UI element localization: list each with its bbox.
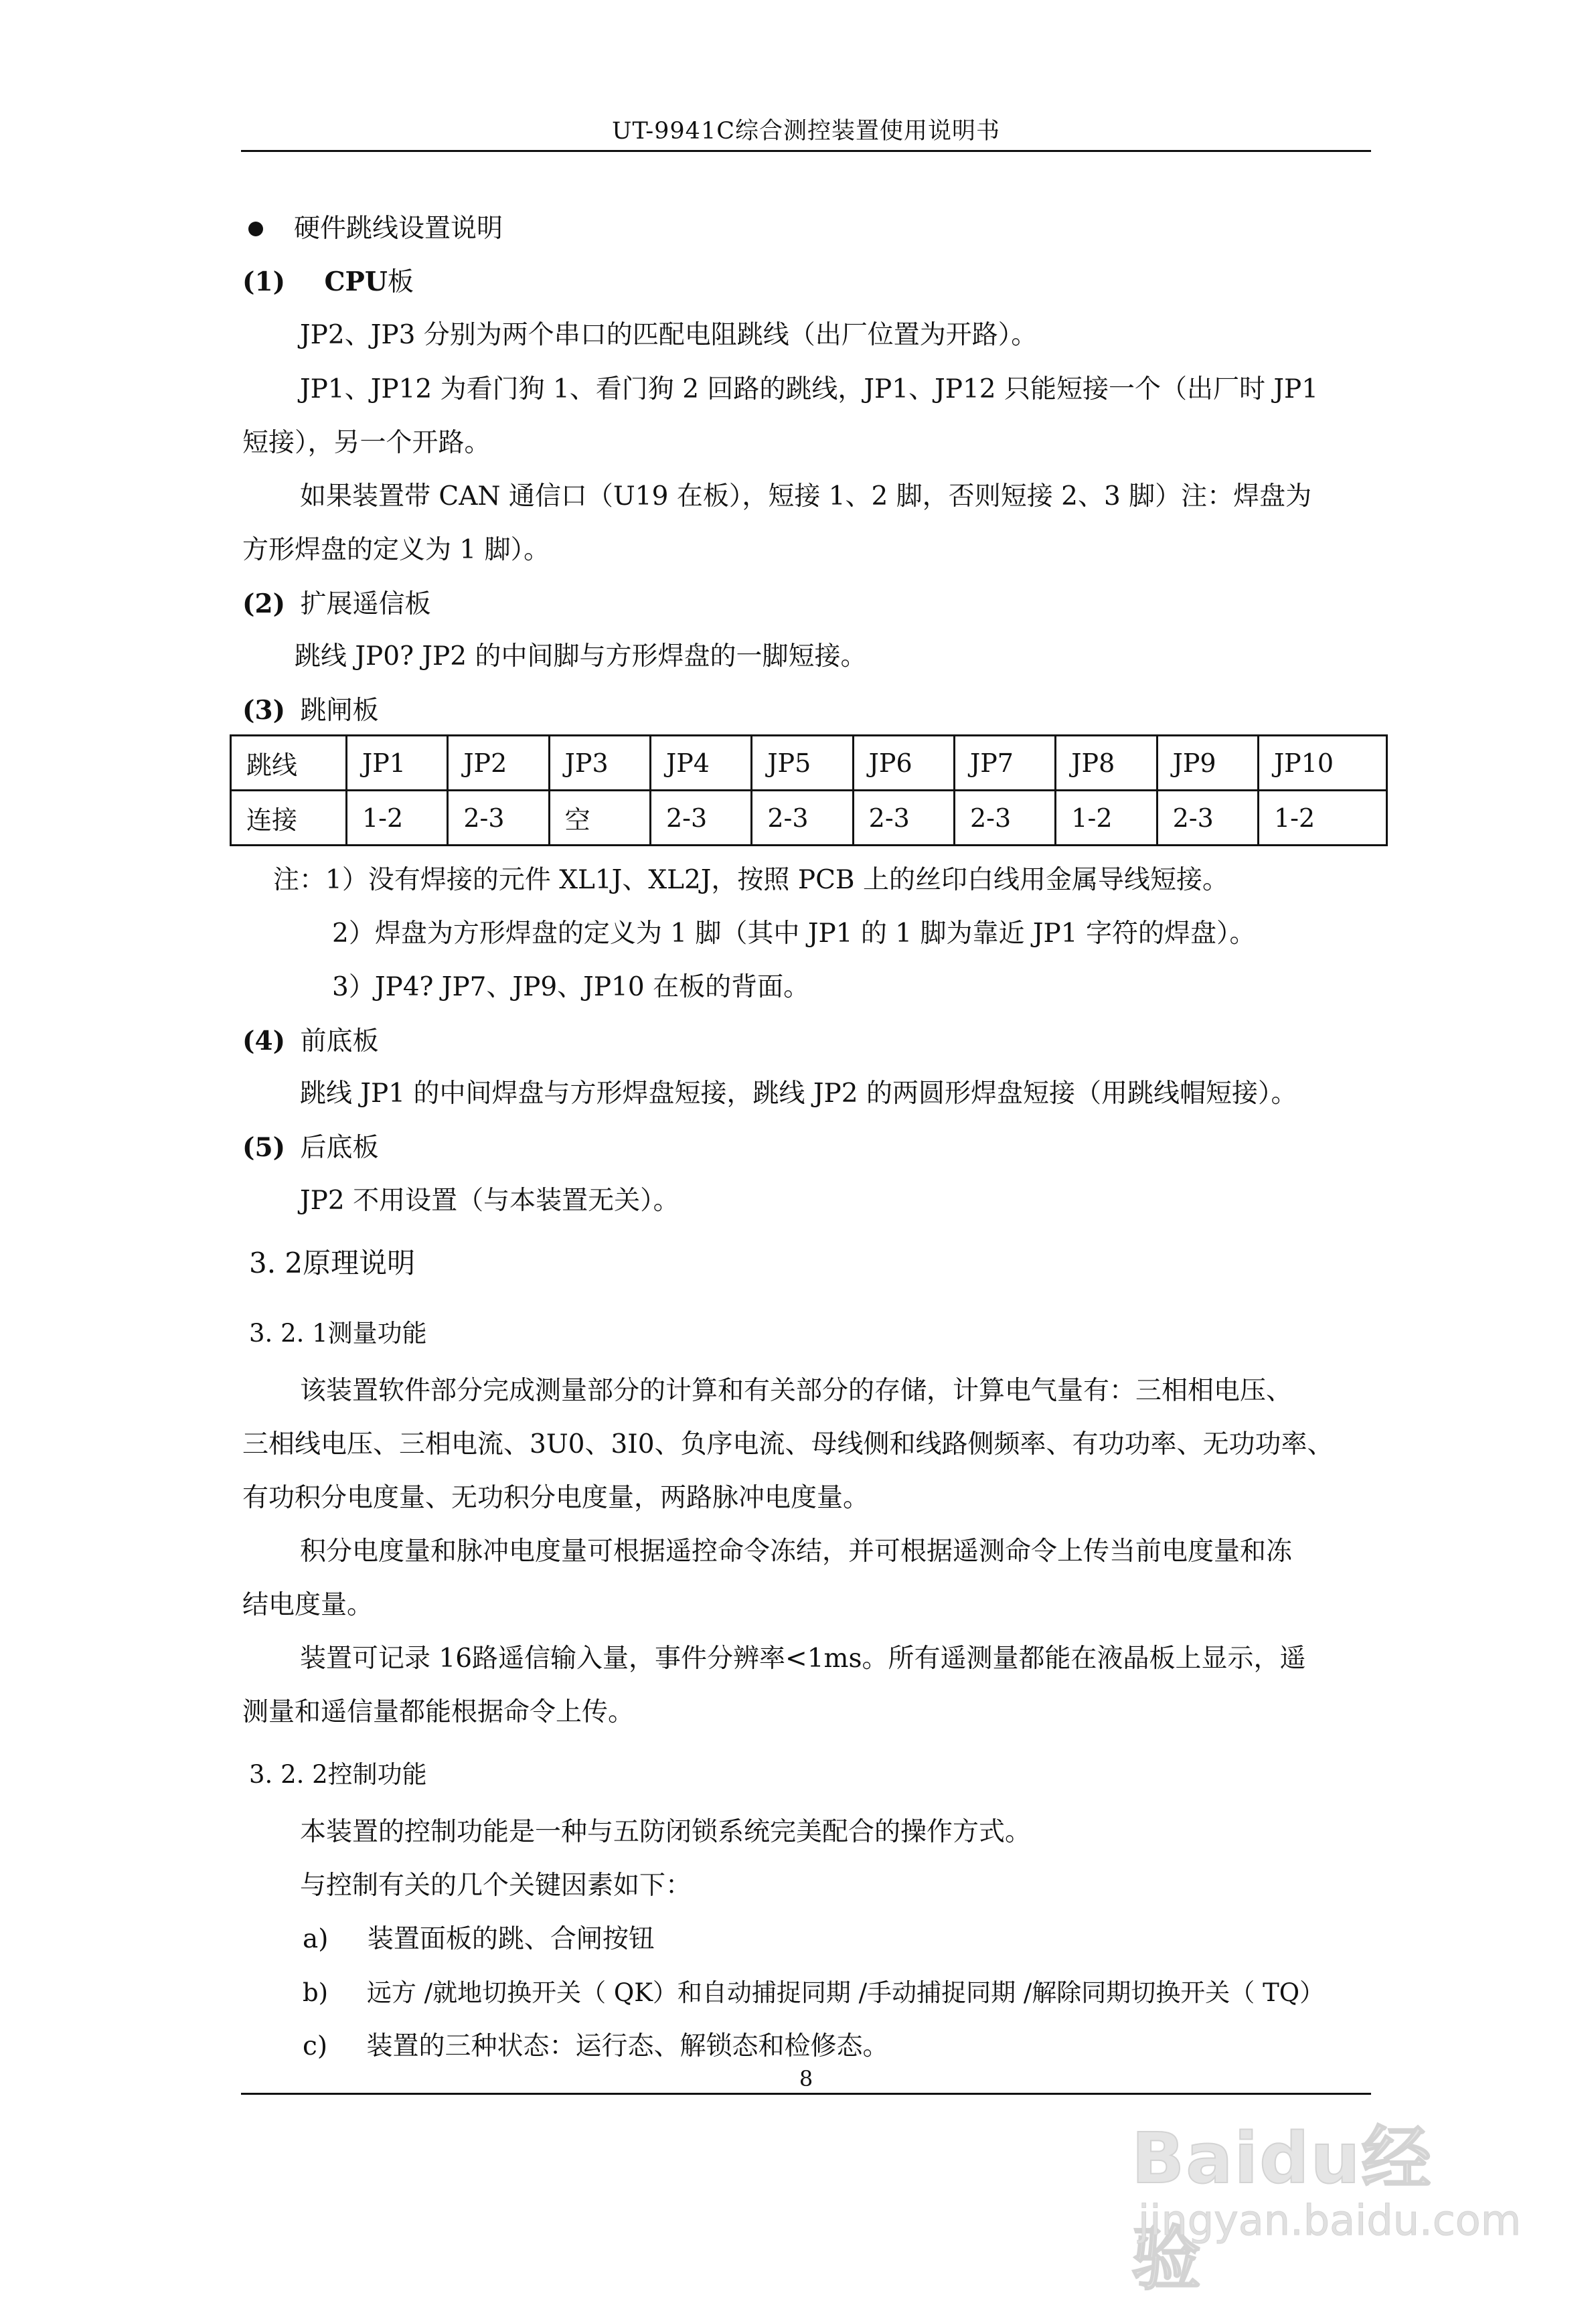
document-header-title: UT-9941C综合测控装置使用说明书	[611, 118, 1000, 145]
control-list-item	[303, 2030, 888, 2063]
jumper-table-cell: 1-2	[1258, 791, 1386, 846]
jumper-table-row-head: 跳线	[231, 736, 347, 791]
cpu-heading-text: CPU	[324, 266, 388, 297]
control-list-item	[303, 1976, 1324, 2010]
baidu-jingyan-watermark	[1131, 2102, 1522, 2300]
jumper-table-cell: JP8	[1056, 736, 1157, 791]
bullet-heading: 硬件跳线设置说明	[294, 214, 503, 244]
measure-paragraph-2-line-2: 结电度量。	[242, 1590, 374, 1620]
jumper-table-row-jumpers	[231, 736, 1387, 791]
jumper-table-cell: JP1	[347, 736, 448, 791]
jumper-table-cell: 2-3	[853, 791, 954, 846]
cpu-heading-num: (1)	[242, 266, 286, 297]
cpu-paragraph-1: JP2、JP3 分别为两个串口的匹配电阻跳线（出厂位置为开路）。	[300, 320, 1038, 350]
measure-paragraph-1-line-2: 三相线电压、三相电流、3U0、3I0、负序电流、母线侧和线路侧频率、有功功率、无功功率、	[242, 1429, 1334, 1459]
jumper-table-cell: JP2	[448, 736, 549, 791]
jumper-table-cell: JP5	[752, 736, 853, 791]
front-board-paragraph: 跳线 JP1 的中间焊盘与方形焊盘短接，跳线 JP2 的两圆形焊盘短接（用跳线帽短接）。	[300, 1079, 1297, 1109]
rear-board-heading-num: (5)	[242, 1132, 286, 1163]
jumper-table-cell: 空	[549, 791, 650, 846]
ext-board-heading	[242, 587, 430, 621]
measure-paragraph-1-line-3: 有功积分电度量、无功积分电度量，两路脉冲电度量。	[242, 1483, 870, 1513]
jumper-table-cell: 1-2	[1056, 791, 1157, 846]
control-list-item	[303, 1923, 655, 1956]
jumper-table-cell: 2-3	[1157, 791, 1258, 846]
jumper-table-cell: 2-3	[448, 791, 549, 846]
jumper-table	[230, 734, 1388, 846]
jumper-table-cell: 1-2	[347, 791, 448, 846]
control-paragraph-1: 本装置的控制功能是一种与五防闭锁系统完美配合的操作方式。	[300, 1817, 1032, 1847]
cpu-paragraph-3-line-2: 方形焊盘的定义为 1 脚）。	[242, 535, 550, 565]
page-number: 8	[799, 2066, 813, 2091]
jumper-table-row-head: 连接	[231, 791, 347, 846]
jumper-table-cell: 2-3	[752, 791, 853, 846]
rear-board-heading-text: 后底板	[300, 1133, 379, 1163]
header-rule	[241, 150, 1371, 152]
bullet-icon	[248, 222, 263, 236]
jumper-table-cell: JP6	[853, 736, 954, 791]
footer-rule	[241, 2093, 1371, 2095]
trip-board-note-2: 2）焊盘为方形焊盘的定义为 1 脚（其中 JP1 的 1 脚为靠近 JP1 字符的焊盘）。	[332, 919, 1256, 949]
jumper-table-row-connections	[231, 791, 1387, 846]
cpu-paragraph-2-line-2: 短接），另一个开路。	[242, 428, 491, 458]
cpu-paragraph-3-line-1: 如果装置带 CAN 通信口（U19 在板），短接 1、2 脚，否则短接 2、3 脚）注：焊盘为	[300, 481, 1312, 511]
ext-board-heading-num: (2)	[242, 588, 286, 619]
watermark-brand: Baidu经验	[1131, 2118, 1433, 2300]
list-item-text: 装置的三种状态：运行态、解锁态和检修态。	[366, 2031, 889, 2061]
list-item-text: 远方 /就地切换开关（ QK）和自动捕捉同期 /手动捕捉同期 /解除同期切换开关（ TQ）	[366, 1978, 1325, 2007]
cpu-heading	[242, 265, 414, 299]
cpu-paragraph-2-line-1: JP1、JP12 为看门狗 1、看门狗 2 回路的跳线，JP1、JP12 只能短接一个（出厂时 JP1	[300, 374, 1319, 404]
jumper-table-cell: JP4	[650, 736, 751, 791]
jumper-table-cell: JP9	[1157, 736, 1258, 791]
jumper-table-cell: JP10	[1258, 736, 1386, 791]
cpu-heading-suffix: 板	[387, 267, 414, 297]
jumper-table-cell: 2-3	[650, 791, 751, 846]
measure-paragraph-1-line-1: 该装置软件部分完成测量部分的计算和有关部分的存储，计算电气量有：三相相电压、	[300, 1376, 1293, 1406]
list-item-label: a)	[303, 1924, 329, 1954]
control-paragraph-2: 与控制有关的几个关键因素如下：	[300, 1871, 692, 1901]
rear-board-heading	[242, 1131, 378, 1165]
ext-board-heading-text: 扩展遥信板	[300, 589, 431, 619]
watermark-url: jingyan.baidu.com	[1138, 2196, 1522, 2245]
trip-board-heading-text: 跳闸板	[300, 696, 379, 726]
trip-board-note-3: 3）JP4? JP7、JP9、JP10 在板的背面。	[332, 972, 810, 1002]
section-3-2-1-title: 3. 2. 1测量功能	[249, 1319, 427, 1348]
list-item-text: 装置面板的跳、合闸按钮	[367, 1924, 655, 1954]
section-3-2-2-title: 3. 2. 2控制功能	[249, 1760, 427, 1789]
measure-paragraph-3-line-1: 装置可记录 16路遥信输入量，事件分辨率<1ms。所有遥测量都能在液晶板上显示，遥	[300, 1644, 1306, 1674]
front-board-heading-text: 前底板	[300, 1026, 379, 1056]
rear-board-paragraph: JP2 不用设置（与本装置无关）。	[300, 1186, 680, 1216]
trip-board-heading	[242, 694, 378, 728]
section-3-2-title: 3. 2原理说明	[249, 1247, 416, 1279]
trip-board-heading-num: (3)	[242, 695, 286, 726]
jumper-table-cell: JP7	[954, 736, 1055, 791]
jumper-table-cell: 2-3	[954, 791, 1055, 846]
ext-board-paragraph: 跳线 JP0? JP2 的中间脚与方形焊盘的一脚短接。	[295, 641, 867, 671]
trip-board-note-1: 注：1）没有焊接的元件 XL1J、XL2J，按照 PCB 上的丝印白线用金属导线短接。	[273, 865, 1228, 895]
front-board-heading	[242, 1024, 378, 1058]
measure-paragraph-2-line-1: 积分电度量和脉冲电度量可根据遥控命令冻结，并可根据遥测命令上传当前电度量和冻	[300, 1536, 1293, 1567]
measure-paragraph-3-line-2: 测量和遥信量都能根据命令上传。	[242, 1697, 635, 1727]
front-board-heading-num: (4)	[242, 1026, 286, 1056]
list-item-label: b)	[303, 1978, 329, 2007]
jumper-table-cell: JP3	[549, 736, 650, 791]
list-item-label: c)	[303, 2031, 328, 2061]
